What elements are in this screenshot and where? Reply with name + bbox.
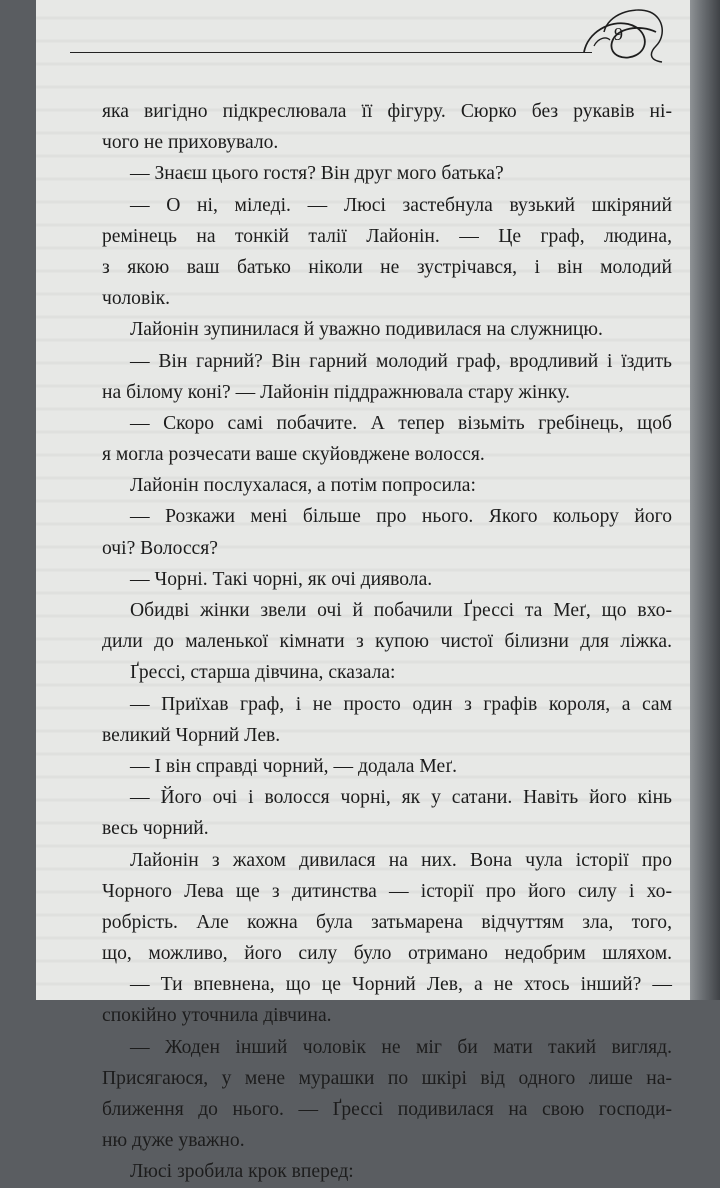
text-line: весь чорний. (102, 818, 209, 840)
text-line: — Жоден інший чоловік не міг би мати такий вигляд. (130, 1036, 672, 1058)
text-line: спокійно уточнила дівчина. (102, 1005, 332, 1027)
text-line: робрість. Але кожна була затьмарена відчуттям зла, того, (102, 911, 672, 933)
text-line: Присягаюся, у мене мурашки по шкірі від одного лише на- (102, 1067, 672, 1089)
text-line: ближення до нього. — Ґрессі подивилася на свою господи- (102, 1099, 672, 1120)
text-line: я могла розчесати ваше скуйовджене волосся. (102, 444, 485, 466)
text-line: великий Чорний Лев. (102, 724, 281, 746)
page-number: 9 (614, 24, 623, 44)
text-line: Обидві жінки звели очі й побачили Ґрессі та Меґ, що вхо- (130, 600, 672, 621)
text-line: — І він справді чорний, — додала Меґ. (130, 755, 457, 777)
text-line: — О ні, міледі. — Люсі застебнула вузький шкіряний (130, 194, 672, 216)
page-edge-shadow (690, 0, 720, 1000)
text-line: на білому коні? — Лайонін піддражнювала стару жінку. (102, 381, 570, 403)
text-line: Лайонін послухалася, а потім попросила: (130, 475, 476, 497)
header-rule (70, 52, 592, 53)
book-page (36, 0, 690, 1183)
body-text (102, 96, 672, 1188)
text-line: — Його очі і волосся чорні, як у сатани. Навіть його кінь (130, 787, 672, 809)
text-line: очі? Волосся? (102, 537, 218, 559)
text-line: ремінець на тонкій талії Лайонін. — Це граф, людина, (102, 225, 672, 247)
text-line: Люсі зробила крок вперед: (130, 1161, 354, 1183)
text-line: Чорного Лева ще з дитинства — історії про його силу і хо- (102, 880, 672, 902)
text-line: що, можливо, його силу було отримано недобрим шляхом. (102, 943, 672, 965)
text-line: Лайонін з жахом дивилася на них. Вона чула історії про (130, 849, 672, 871)
text-line: Лайонін зупинилася й уважно подивилася на служницю. (130, 319, 603, 341)
text-line: — Приїхав граф, і не просто один з графів короля, а сам (130, 693, 672, 715)
text-line: яка вигідно підкреслювала її фігуру. Сюрко без рукавів ні- (102, 101, 672, 122)
text-line: — Ти впевнена, що це Чорний Лев, а не хтось інший? — (130, 974, 672, 996)
text-line: — Знаєш цього гостя? Він друг мого батька? (130, 163, 504, 185)
text-line: чоловік. (102, 288, 171, 310)
text-line: з якою ваш батько ніколи не зустрічався, і він молодий (102, 256, 672, 278)
text-line: — Чорні. Такі чорні, як очі диявола. (130, 568, 433, 590)
text-line: — Скоро самі побачите. А тепер візьміть гребінець, щоб (130, 412, 672, 434)
text-line: — Він гарний? Він гарний молодий граф, вродливий і їздить (130, 350, 672, 372)
text-line: дили до маленької кімнати з купою чистої білизни для ліжка. (102, 631, 672, 653)
text-line: ню дуже уважно. (102, 1130, 245, 1152)
text-line: чого не приховувало. (102, 132, 279, 154)
text-line: — Розкажи мені більше про нього. Якого кольору його (130, 506, 672, 528)
text-line: Ґрессі, старша дівчина, сказала: (130, 662, 396, 684)
